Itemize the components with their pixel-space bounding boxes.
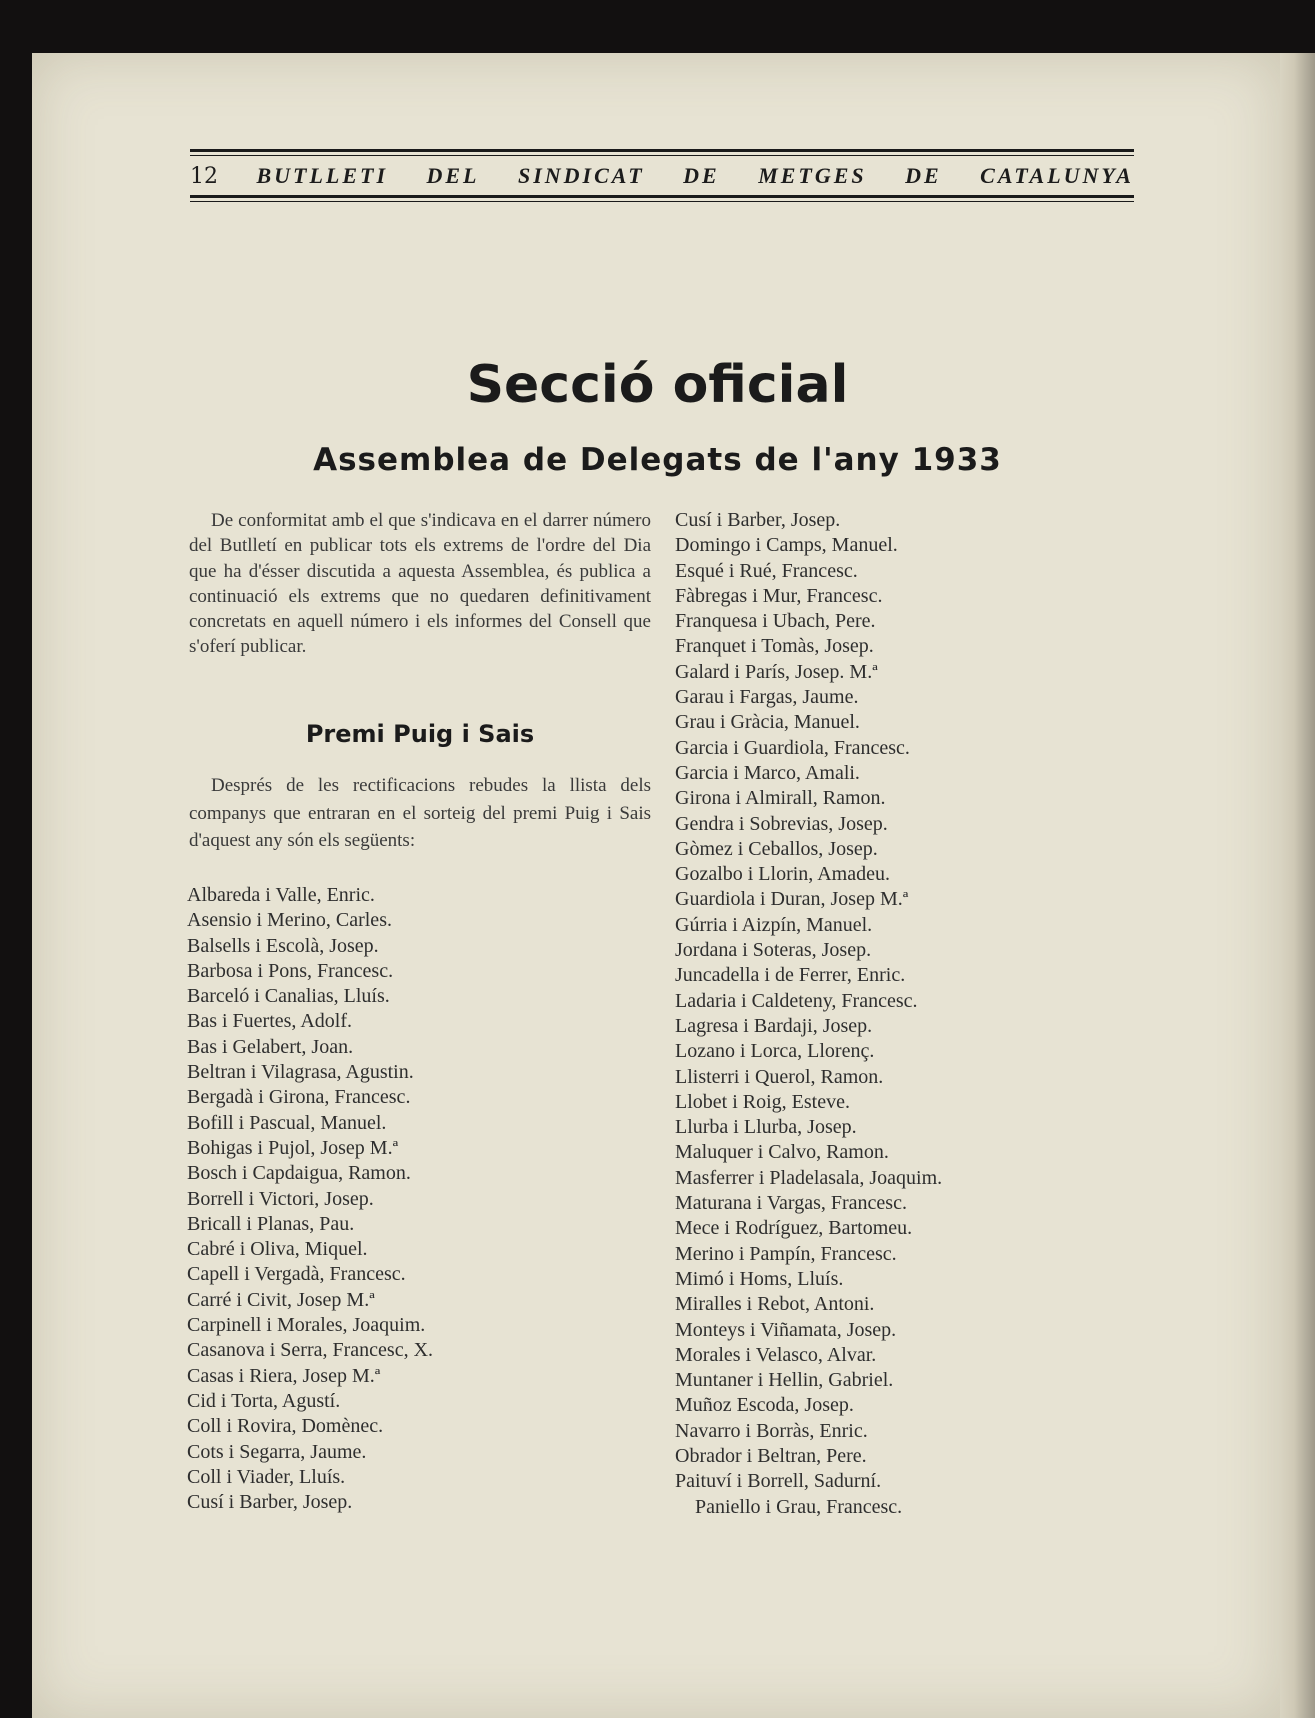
list-item: Paituví i Borrell, Sadurní.: [675, 1470, 882, 1493]
list-item: Carré i Civit, Josep M.ª: [187, 1288, 375, 1311]
list-item: Llurba i Llurba, Josep.: [675, 1116, 857, 1139]
list-item: Bofill i Pascual, Manuel.: [187, 1111, 387, 1134]
list-item: Barbosa i Pons, Francesc.: [187, 959, 394, 982]
list-item: Bohigas i Pujol, Josep M.ª: [187, 1136, 399, 1159]
list-item: Llisterri i Querol, Ramon.: [675, 1065, 884, 1088]
list-item: Monteys i Viñamata, Josep.: [675, 1318, 897, 1341]
header-word: SINDICAT: [517, 163, 645, 188]
list-item: Capell i Vergadà, Francesc.: [187, 1263, 406, 1286]
list-item: Cabré i Oliva, Miquel.: [187, 1238, 368, 1261]
header-rule-top: [190, 149, 1134, 152]
header-word: METGES: [758, 163, 867, 188]
list-item: Gozalbo i Llorin, Amadeu.: [675, 863, 890, 886]
header-word: DE: [683, 163, 720, 188]
intro-paragraph: De conformitat amb el que s'indicava en el darrer número del Butlletí en publicar tots els extrems de l'ordre del Dia que ha d'ésser discutida a aquesta Assemblea, és publica a continuació els extrems que no quedaren definitivament concretats en aquell número i els informes del Consell que s'oferí publicar.: [189, 510, 651, 658]
section-heading: Premi Puig i Sais: [305, 720, 535, 748]
running-header: [190, 160, 1134, 192]
list-item: Balsells i Escolà, Josep.: [187, 934, 379, 957]
list-item: Casas i Riera, Josep M.ª: [187, 1364, 381, 1387]
list-item: Bosch i Capdaigua, Ramon.: [187, 1162, 411, 1185]
list-item: Girona i Almirall, Ramon.: [675, 787, 886, 810]
list-item: Cusí i Barber, Josep.: [187, 1491, 353, 1514]
list-item: Gendra i Sobrevias, Josep.: [675, 812, 888, 835]
list-item: Galard i París, Josep. M.ª: [675, 660, 878, 683]
list-item: Guardiola i Duran, Josep M.ª: [675, 888, 909, 911]
list-item: Carpinell i Morales, Joaquim.: [187, 1314, 426, 1337]
list-item: Grau i Gràcia, Manuel.: [675, 711, 860, 734]
list-item: Franquesa i Ubach, Pere.: [675, 610, 876, 633]
list-item: Obrador i Beltran, Pere.: [675, 1444, 867, 1467]
list-item: Beltran i Vilagrasa, Agustin.: [187, 1061, 414, 1084]
list-item: Garau i Fargas, Jaume.: [675, 686, 859, 709]
list-item: Domingo i Camps, Manuel.: [675, 534, 898, 557]
names-list-right: [675, 508, 942, 1520]
list-item: Coll i Rovira, Domènec.: [187, 1415, 384, 1438]
list-item: Franquet i Tomàs, Josep.: [675, 635, 874, 658]
list-item: Cusí i Barber, Josep.: [675, 509, 841, 531]
list-item: Cid i Torta, Agustí.: [187, 1389, 341, 1412]
list-item: Gòmez i Ceballos, Josep.: [675, 837, 878, 860]
list-item: Juncadella i de Ferrer, Enric.: [675, 964, 906, 987]
list-item: Mece i Rodríguez, Bartomeu.: [675, 1217, 913, 1240]
page-subtitle: Assemblea de Delegats de l'any 1933: [313, 442, 1002, 478]
list-item: Masferrer i Pladelasala, Joaquim.: [675, 1166, 943, 1189]
list-item: Llobet i Roig, Esteve.: [675, 1090, 850, 1113]
list-item: Miralles i Rebot, Antoni.: [675, 1293, 875, 1316]
list-item: Coll i Viader, Lluís.: [187, 1465, 346, 1488]
header-word: CATALUNYA: [980, 163, 1134, 188]
list-item: Barceló i Canalias, Lluís.: [187, 985, 390, 1008]
list-item: Bas i Fuertes, Adolf.: [187, 1010, 352, 1033]
list-item: Muntaner i Hellin, Gabriel.: [675, 1369, 894, 1392]
list-item: Gúrria i Aizpín, Manuel.: [675, 913, 873, 936]
list-item: Lozano i Lorca, Llorenç.: [675, 1040, 875, 1063]
list-item: Morales i Velasco, Alvar.: [675, 1343, 877, 1366]
list-item: Muñoz Escoda, Josep.: [675, 1394, 854, 1417]
list-item: Bas i Gelabert, Joan.: [187, 1035, 354, 1058]
list-item: Paniello i Grau, Francesc.: [695, 1495, 903, 1518]
list-item: Maluquer i Calvo, Ramon.: [675, 1141, 889, 1164]
header-rule-top-thin: [190, 155, 1134, 156]
book-spine: [1280, 53, 1315, 1718]
list-item: Borrell i Victori, Josep.: [187, 1187, 374, 1210]
list-item: Lagresa i Bardaji, Josep.: [675, 1014, 873, 1037]
header-rule-bottom-thin: [190, 201, 1134, 202]
list-item: Garcia i Guardiola, Francesc.: [675, 736, 910, 759]
list-item: Cots i Segarra, Jaume.: [187, 1440, 367, 1463]
list-item: Casanova i Serra, Francesc, X.: [187, 1339, 434, 1362]
list-item: Jordana i Soteras, Josep.: [675, 939, 872, 962]
list-item: Asensio i Merino, Carles.: [187, 909, 392, 932]
list-item: Ladaria i Caldeteny, Francesc.: [675, 989, 918, 1012]
header-word: DEL: [426, 163, 480, 188]
list-item: Maturana i Vargas, Francesc.: [675, 1192, 907, 1215]
page-number: 12: [190, 163, 218, 189]
list-item: Garcia i Marco, Amali.: [675, 761, 860, 784]
page-title: Secció oficial: [466, 355, 849, 415]
list-item: Navarro i Borràs, Enric.: [675, 1419, 868, 1442]
header-word: DE: [905, 163, 942, 188]
header-rule-bottom: [190, 195, 1134, 198]
names-list-left: [187, 883, 433, 1515]
list-item: Merino i Pampín, Francesc.: [675, 1242, 897, 1265]
section-intro-paragraph: Després de les rectificacions rebudes la llista dels companys que entraran en el sorteig del premi Puig i Sais d'aquest any són els següents:: [189, 775, 651, 851]
list-item: Albareda i Valle, Enric.: [187, 884, 375, 906]
list-item: Fàbregas i Mur, Francesc.: [675, 584, 883, 607]
header-word: BUTLLETI: [256, 163, 389, 188]
list-item: Mimó i Homs, Lluís.: [675, 1267, 844, 1290]
list-item: Esqué i Rué, Francesc.: [675, 559, 858, 582]
list-item: Bricall i Planas, Pau.: [187, 1212, 355, 1235]
list-item: Bergadà i Girona, Francesc.: [187, 1086, 411, 1109]
